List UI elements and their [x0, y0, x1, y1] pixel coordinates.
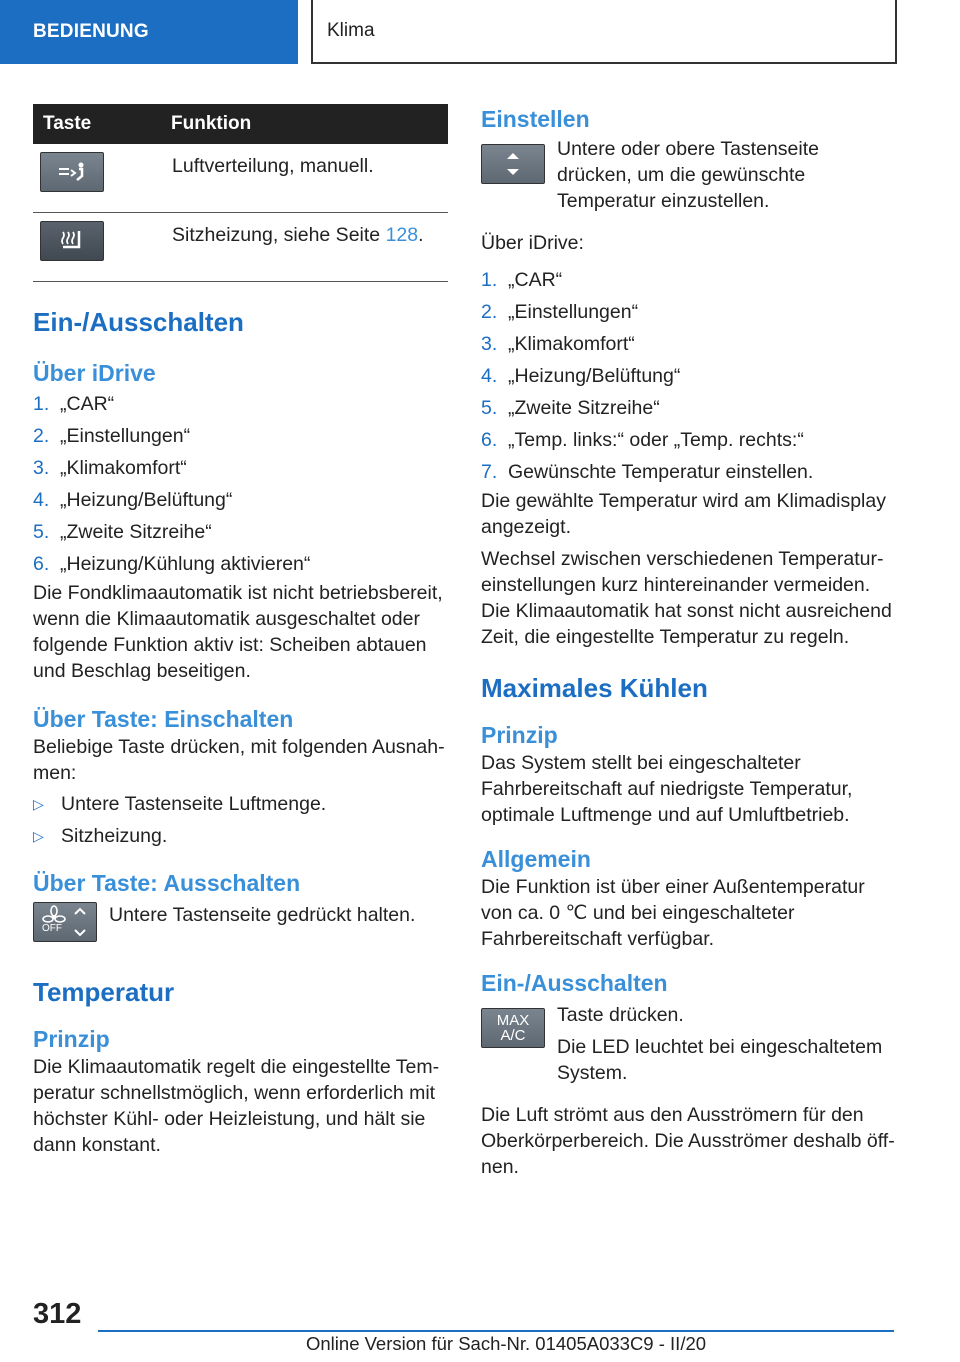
- table-cell-luftverteilung: Luftverteilung, manuell.: [171, 144, 448, 213]
- exceptions-list: [33, 788, 448, 852]
- up-down-icon: [481, 144, 545, 184]
- list-item: 3. „Klimakomfort“: [481, 333, 635, 355]
- einstellen-instruction: [481, 138, 895, 214]
- heading-ueber-idrive: Über iDrive: [33, 360, 156, 386]
- paragraph-beliebige: Beliebige Taste drücken, mit folgenden Ausnahmen:: [33, 736, 445, 784]
- page-number: 312: [33, 1298, 82, 1330]
- list-item: 3. „Klimakomfort“: [33, 457, 187, 479]
- fan-off-label: OFF: [42, 923, 62, 934]
- max-ac-instruction: [481, 1004, 895, 1086]
- heading-taste-ausschalten: Über Taste: Ausschalten: [33, 870, 301, 896]
- heading-temperatur: Temperatur: [33, 977, 175, 1007]
- paragraph-led: Die LED leuchtet bei eingeschaltetem System.: [557, 1036, 883, 1084]
- list-item: 5. „Zweite Sitzreihe“: [33, 521, 212, 543]
- paragraph-gewaehlte: Die gewählte Temperatur wird am Klimadisplay angezeigt.: [481, 490, 886, 538]
- idrive-steps-list: [33, 388, 448, 580]
- fan-off-icon: [33, 902, 97, 942]
- left-column: [33, 104, 448, 1158]
- bullet-triangle-icon: ▷: [33, 796, 44, 812]
- footer-rule: [98, 1330, 894, 1332]
- paragraph-fond: Die Fondklimaautomatik ist nicht betriebsbereit, wenn die Klimaautomatik ausgeschaltet oder folgende Funktion aktiv ist: Scheiben abtauen und Beschlag beseitigen.: [33, 582, 443, 682]
- table-header-funktion: Funktion: [171, 104, 448, 144]
- key-function-table: [33, 104, 448, 282]
- fan-off-instruction: [33, 902, 448, 942]
- heading-ein-ausschalten-max: Ein-/Ausschalten: [481, 970, 668, 996]
- paragraph-einstellen-part: Untere oder obere Tastenseite drücken, um die gewünschte Temperatur einzustellen.: [557, 138, 819, 212]
- list-item: 4. „Heizung/Belüftung“: [33, 489, 233, 511]
- table-row: [33, 213, 448, 282]
- paragraph-allgemein: Die Funktion ist über einer Außentemperatur von ca. 0 ℃ und bei eingeschalteter Fahrbereitschaft verfügbar.: [481, 876, 865, 950]
- table-header-taste: Taste: [33, 104, 171, 144]
- footer-text: Online Version für Sach-Nr. 01405A033C9 - II/20: [306, 1333, 707, 1354]
- chapter-tab: [311, 0, 897, 64]
- section-tab: [0, 0, 298, 64]
- temperature-steps-list: [481, 264, 895, 488]
- section-title: BEDIENUNG: [33, 21, 149, 42]
- heading-prinzip: Prinzip: [33, 1026, 110, 1052]
- bullet-triangle-icon: ▷: [33, 828, 44, 844]
- list-item: 6. „Heizung/Kühlung aktivieren“: [33, 553, 311, 575]
- list-item: 2. „Einstellungen“: [33, 425, 191, 447]
- paragraph-ueber-idrive: Über iDrive:: [481, 232, 584, 254]
- list-item: 1. „CAR“: [481, 269, 563, 291]
- list-item: 1. „CAR“: [33, 393, 115, 415]
- paragraph-ausschalten: Untere Tastenseite gedrückt halten.: [109, 904, 416, 926]
- list-item: 2. „Einstellungen“: [481, 301, 639, 323]
- list-item: 5. „Zweite Sitzreihe“: [481, 397, 660, 419]
- paragraph-taste-druecken: Taste drücken.: [557, 1004, 684, 1026]
- paragraph-luft: Die Luft strömt aus den Ausströmern für den Oberkörperbereich. Die Ausströmer deshalb öffnen.: [481, 1104, 895, 1178]
- heading-ein-ausschalten: Ein-/Ausschalten: [33, 307, 244, 337]
- list-item: 4. „Heizung/Belüftung“: [481, 365, 681, 387]
- paragraph-prinzip: Die Klimaautomatik regelt die eingestellte Temperatur schnellstmöglich, wenn erforderlich mit höchster Kühl- oder Heizleistung, und hält sie dann konstant.: [33, 1056, 440, 1156]
- right-column: [481, 104, 895, 1180]
- paragraph-prinzip-max: Das System stellt bei eingeschalteter Fahrbereitschaft auf niedrigste Temperatur, optimale Luftmenge und auf Umluftbetrieb.: [481, 752, 853, 826]
- seat-heating-icon: [40, 221, 104, 261]
- air-distribution-icon: [40, 152, 104, 192]
- heading-taste-einschalten: Über Taste: Einschalten: [33, 706, 294, 732]
- list-item: 6. „Temp. links:“ oder „Temp. rechts:“: [481, 429, 804, 451]
- heading-einstellen: Einstellen: [481, 106, 590, 132]
- chapter-title: Klima: [327, 20, 375, 41]
- heading-prinzip-max: Prinzip: [481, 722, 558, 748]
- max-ac-key-icon: MAX A/C: [481, 1008, 545, 1048]
- table-row: [33, 144, 448, 213]
- table-cell-sitzheizung: Sitzheizung, siehe Seite 128.: [171, 213, 448, 282]
- paragraph-wechsel: Wechsel zwischen verschiedenen Temperatureinstellungen kurz hintereinander vermeiden. Die Klimaautomatik hat sonst nicht ausreichend Zeit, die eingestellte Temperatur zu regeln.: [481, 548, 892, 648]
- list-item: ▷ Untere Tastenseite Luftmenge.: [33, 788, 448, 820]
- page-link-128[interactable]: 128: [385, 224, 419, 246]
- list-item: ▷ Sitzheizung.: [33, 820, 448, 852]
- list-item: 7. Gewünschte Temperatur einstellen.: [481, 461, 814, 483]
- heading-maximales-kuehlen: Maximales Kühlen: [481, 673, 708, 703]
- heading-allgemein: Allgemein: [481, 846, 591, 872]
